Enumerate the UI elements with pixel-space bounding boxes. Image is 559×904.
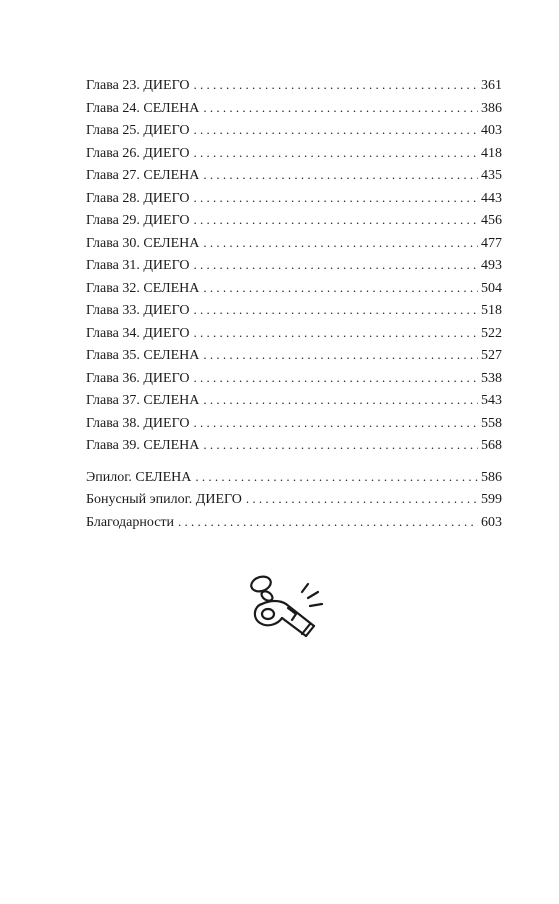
backmatter-list (86, 466, 502, 534)
toc-entry-page: 522 (481, 325, 502, 341)
toc-dot-leader (193, 187, 478, 210)
toc-dot-leader (193, 367, 478, 390)
toc-entry (86, 344, 502, 367)
toc-entry-page: 518 (481, 303, 502, 318)
toc-entry (86, 254, 502, 277)
toc-entry (86, 488, 502, 511)
toc-entry-title: Эпилог. СЕЛЕНА (86, 469, 192, 485)
toc-entry-page: 493 (481, 258, 502, 273)
toc-entry (86, 511, 502, 534)
toc-dot-leader (203, 277, 478, 300)
toc-entry-page: 543 (481, 393, 502, 408)
toc-entry-title: Глава 35. СЕЛЕНА (86, 348, 200, 363)
toc-dot-leader (193, 412, 478, 435)
toc-entry-title: Глава 37. СЕЛЕНА (86, 393, 200, 408)
table-of-contents (86, 74, 502, 533)
toc-entry (86, 74, 502, 97)
toc-dot-leader (193, 119, 478, 142)
toc-entry-page: 603 (481, 514, 502, 530)
toc-entry-page: 456 (481, 213, 502, 228)
toc-entry-title: Бонусный эпилог. ДИЕГО (86, 492, 242, 507)
toc-entry (86, 389, 502, 412)
toc-entry-page: 558 (481, 415, 502, 431)
toc-entry (86, 277, 502, 300)
toc-dot-leader (193, 322, 478, 345)
toc-dot-leader (193, 299, 478, 322)
toc-entry (86, 322, 502, 345)
toc-entry-page: 568 (481, 438, 502, 453)
toc-entry-page: 418 (481, 145, 502, 161)
toc-entry-title: Глава 24. СЕЛЕНА (86, 100, 200, 116)
toc-entry-page: 361 (481, 78, 502, 93)
toc-entry-page: 586 (481, 469, 502, 485)
chapters-list (86, 74, 502, 457)
toc-entry (86, 412, 502, 435)
toc-entry-title: Глава 27. СЕЛЕНА (86, 168, 200, 183)
toc-entry-title: Глава 25. ДИЕГО (86, 123, 190, 138)
toc-entry-title: Глава 39. СЕЛЕНА (86, 438, 200, 453)
toc-dot-leader (195, 466, 478, 489)
toc-entry (86, 164, 502, 187)
toc-entry-page: 386 (481, 100, 502, 116)
toc-entry-page: 435 (481, 168, 502, 183)
toc-entry (86, 466, 502, 489)
toc-entry-title: Глава 28. ДИЕГО (86, 190, 190, 206)
toc-dot-leader (178, 511, 478, 534)
toc-entry-title: Глава 33. ДИЕГО (86, 303, 190, 318)
toc-entry-title: Глава 38. ДИЕГО (86, 415, 190, 431)
toc-entry-title: Глава 26. ДИЕГО (86, 145, 190, 161)
toc-entry-title: Глава 36. ДИЕГО (86, 370, 190, 386)
toc-entry-title: Глава 29. ДИЕГО (86, 213, 190, 228)
toc-entry-page: 504 (481, 280, 502, 296)
toc-dot-leader (203, 434, 478, 457)
toc-entry-title: Благодарности (86, 514, 175, 530)
toc-entry-title: Глава 31. ДИЕГО (86, 258, 190, 273)
toc-dot-leader (203, 164, 478, 187)
toc-entry-page: 443 (481, 190, 502, 206)
toc-entry-title: Глава 23. ДИЕГО (86, 78, 190, 93)
toc-entry (86, 367, 502, 390)
toc-entry (86, 299, 502, 322)
toc-entry-title: Глава 30. СЕЛЕНА (86, 235, 200, 251)
toc-entry-page: 538 (481, 370, 502, 386)
toc-dot-leader (203, 97, 478, 120)
whistle-icon (244, 574, 334, 644)
toc-dot-leader (193, 142, 478, 165)
toc-entry (86, 434, 502, 457)
toc-dot-leader (246, 488, 478, 511)
toc-entry (86, 209, 502, 232)
toc-entry (86, 187, 502, 210)
toc-entry-page: 403 (481, 123, 502, 138)
toc-entry-page: 599 (481, 492, 502, 507)
toc-entry (86, 232, 502, 255)
toc-dot-leader (193, 74, 478, 97)
toc-dot-leader (203, 389, 478, 412)
toc-dot-leader (203, 232, 478, 255)
toc-entry-page: 477 (481, 235, 502, 251)
toc-entry (86, 97, 502, 120)
toc-dot-leader (203, 344, 478, 367)
toc-entry (86, 119, 502, 142)
toc-dot-leader (193, 209, 478, 232)
toc-entry-page: 527 (481, 348, 502, 363)
toc-entry-title: Глава 32. СЕЛЕНА (86, 280, 200, 296)
toc-entry (86, 142, 502, 165)
toc-dot-leader (193, 254, 478, 277)
toc-entry-title: Глава 34. ДИЕГО (86, 325, 190, 341)
